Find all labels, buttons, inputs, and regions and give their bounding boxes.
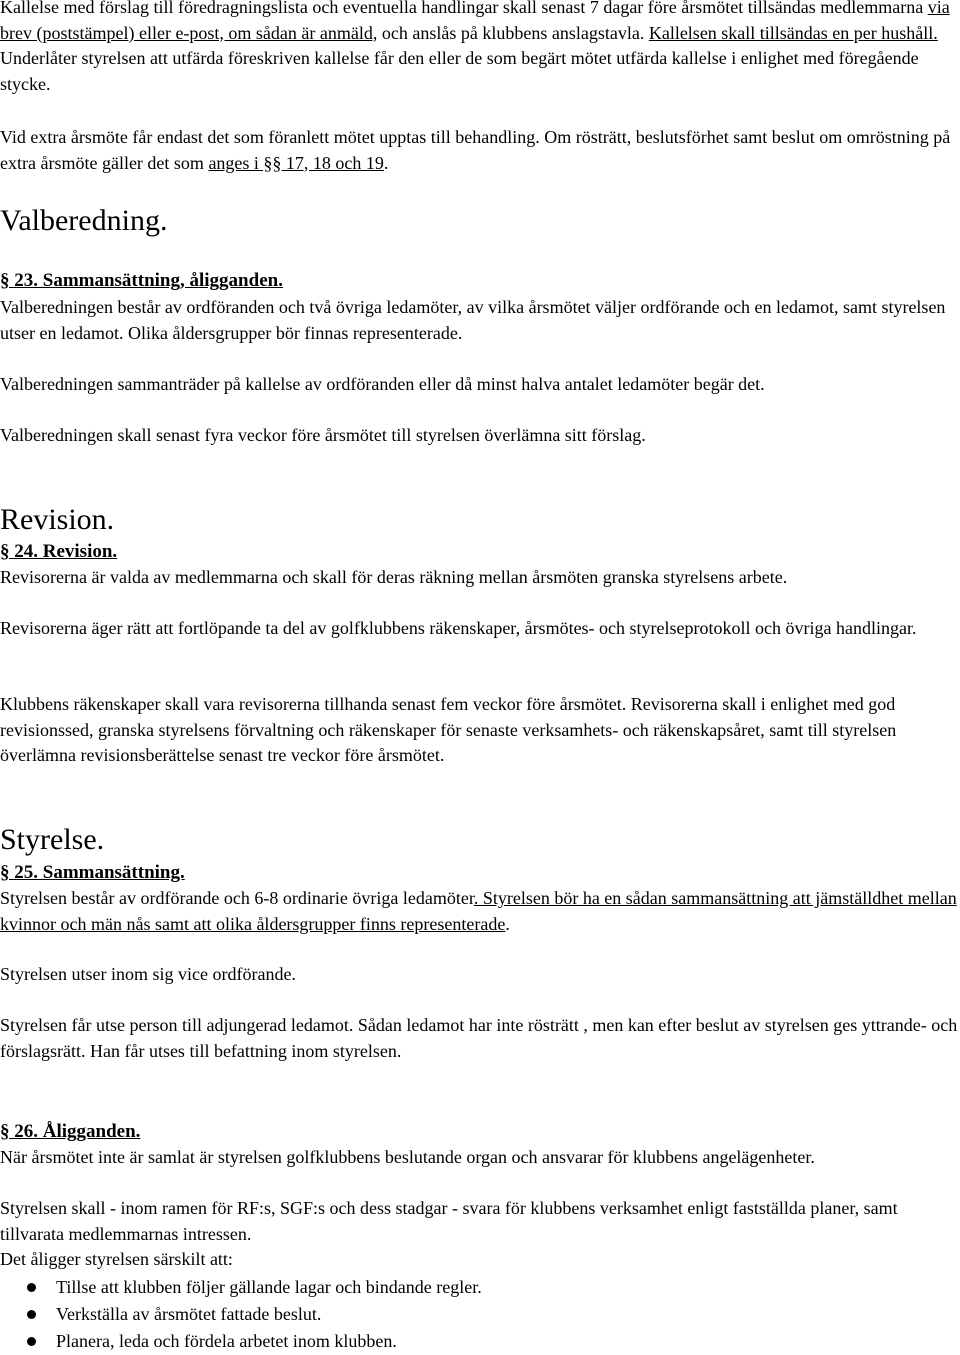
- underlined-text: anges i §§ 17, 18 och 19: [208, 152, 384, 173]
- bullet-icon: [27, 1337, 36, 1346]
- text-run: .: [505, 913, 510, 934]
- list-item-text: Verkställa av årsmötet fattade beslut.: [56, 1304, 322, 1324]
- list-item: [0, 1328, 960, 1355]
- section-26-heading: § 26. Åligganden.: [0, 1121, 141, 1142]
- list-item: [0, 1274, 960, 1301]
- text-run: Underlåter styrelsen att utfärda föreskriven kallelse får den eller de som begärt mötet utfärda kallelse i enlighet med föregående stycke.: [0, 48, 919, 94]
- text-run: Styrelsen består av ordförande och 6-8 ordinarie övriga ledamöter: [0, 888, 474, 908]
- section-23-heading: § 23. Sammansättning, åligganden.: [0, 270, 283, 291]
- paragraph-revision-3: Klubbens räkenskaper skall vara revisorerna tillhanda senast fem veckor före årsmötet. Revisorerna skall i enlighet med god revisionssed, granska styrelsens förvaltning och räkenskaper för senaste verksamhets- och räkenskapsåret, samt till styrelsen överlämna revisionsberättelse senast tre veckor före årsmötet.: [0, 694, 897, 765]
- paragraph-revision-2: Revisorerna äger rätt att fortlöpande ta del av golfklubbens räkenskaper, årsmötes- och styrelseprotokoll och övriga handlingar.: [0, 618, 917, 638]
- underlined-text: . Styrelsen bör ha en sådan sammansättning att jämställdhet mellan kvinnor och män nås samt att olika åldersgrupper finns representerade: [0, 888, 957, 934]
- paragraph-valberedning-2: Valberedningen sammanträder på kallelse av ordföranden eller då minst halva antalet ledamöter begär det.: [0, 374, 765, 394]
- duties-list: [0, 1274, 960, 1355]
- paragraph-valberedning-1: Valberedningen består av ordföranden och två övriga ledamöter, av vilka årsmötet väljer ordförande och en ledamot, samt styrelsen utser en ledamot. Olika åldersgrupper bör finnas representerade.: [0, 297, 946, 343]
- text-run: Vid extra årsmöte får endast det som föranlett mötet upptas till behandling. Om rösträtt, beslutsförhet samt beslut om omröstning på extra årsmöte gäller det som: [0, 127, 951, 173]
- list-item-text: Tillse att klubben följer gällande lagar och bindande regler.: [56, 1277, 482, 1297]
- paragraph-revision-1: Revisorerna är valda av medlemmarna och skall för deras räkning mellan årsmöten granska styrelsens arbete.: [0, 567, 788, 587]
- paragraph-extra-arsmote: [0, 125, 960, 176]
- text-run: och anslås på klubbens anslagstavla.: [377, 22, 649, 43]
- heading-valberedning: Valberedning.: [0, 204, 168, 237]
- list-item-text: Planera, leda och fördela arbetet inom klubben.: [56, 1331, 397, 1351]
- section-24-heading: § 24. Revision.: [0, 541, 118, 562]
- paragraph-kallelse: [0, 0, 960, 97]
- section-25-heading: § 25. Sammansättning.: [0, 862, 185, 883]
- bullet-icon: [27, 1283, 36, 1292]
- text-run: Kallelse med förslag till föredragningslista och eventuella handlingar skall senast 7 dagar före årsmötet tillsändas medlemmarna: [0, 0, 928, 17]
- heading-revision: Revision.: [0, 503, 115, 536]
- heading-styrelse: Styrelse.: [0, 823, 105, 856]
- list-item: [0, 1301, 960, 1328]
- paragraph-styrelse-6: Det åligger styrelsen särskilt att:: [0, 1249, 233, 1269]
- bullet-icon: [27, 1310, 36, 1319]
- underlined-text: via brev (poststämpel) eller e-post, om sådan är anmäld,: [0, 0, 950, 43]
- paragraph-valberedning-3: Valberedningen skall senast fyra veckor före årsmötet till styrelsen överlämna sitt förslag.: [0, 425, 646, 445]
- paragraph-styrelse-5: Styrelsen skall - inom ramen för RF:s, SGF:s och dess stadgar - svara för klubbens verksamhet enligt fastställda planer, samt tillvarata medlemmarnas intressen.: [0, 1198, 898, 1244]
- paragraph-styrelse-2: Styrelsen utser inom sig vice ordförande.: [0, 964, 296, 984]
- paragraph-styrelse-1: [0, 886, 960, 937]
- underlined-text: Kallelsen skall tillsändas en per hushåll.: [648, 22, 938, 43]
- paragraph-styrelse-3: Styrelsen får utse person till adjungerad ledamot. Sådan ledamot har inte rösträtt , men kan efter beslut av styrelsen ges yttrande- och förslagsrätt. Han får utses till befattning inom styrelsen.: [0, 1015, 958, 1061]
- text-run: .: [383, 152, 389, 173]
- paragraph-styrelse-4: När årsmötet inte är samlat är styrelsen golfklubbens beslutande organ och ansvarar för klubbens angelägenheter.: [0, 1147, 815, 1167]
